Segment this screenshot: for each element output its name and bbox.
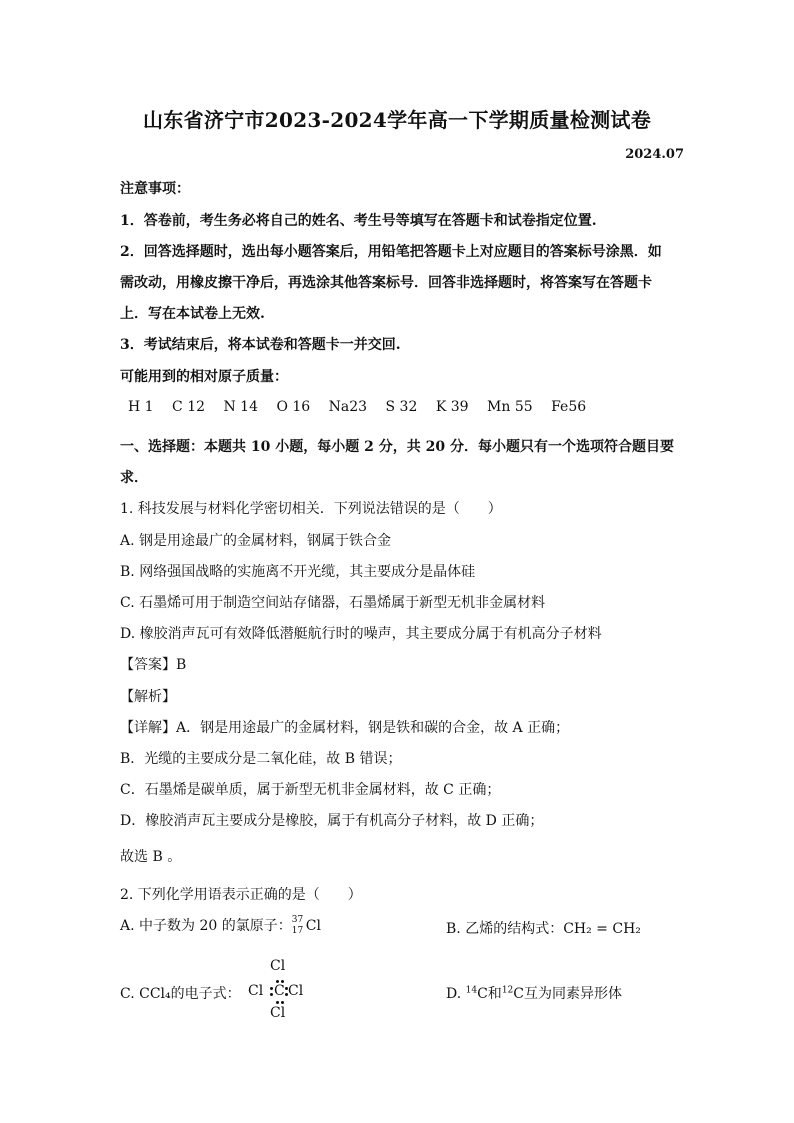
section-heading: 一、选择题：本题共 10 小题，每小题 2 分，共 20 分．每小题只有一个选项符合题目要: [120, 439, 674, 455]
question-1-analysis: 【解析】: [120, 689, 176, 705]
electron-dot: [276, 1001, 279, 1004]
notice-heading: 注意事项：: [120, 181, 190, 197]
notice-item-2-cont: 需改动，用橡皮擦干净后，再选涂其他答案标号．回答非选择题时，将答案写在答题卡: [120, 275, 652, 291]
option-d-c14: C和: [477, 986, 502, 1002]
question-2-option-d: [446, 983, 622, 1003]
isotope-14-mass: 14: [465, 985, 478, 996]
notice-item-1: 1．答卷前，考生务必将自己的姓名、考生号等填写在答题卡和试卷指定位置.: [120, 213, 597, 229]
electron-dot: [285, 993, 288, 996]
electron-dot: [270, 993, 273, 996]
option-b-text: B. 乙烯的结构式：: [446, 921, 564, 937]
question-1-detail-c: C．石墨烯是碳单质，属于新型无机非金属材料，故 C 正确；: [120, 782, 501, 798]
section-heading-cont: 求．: [120, 470, 148, 486]
question-2-option-c: [120, 983, 241, 1003]
isotope-notation: [292, 915, 306, 937]
atomic-mass-heading: 可能用到的相对原子质量：: [120, 369, 288, 385]
atomic-number: 17: [291, 926, 304, 936]
electron-dot: [270, 987, 273, 990]
mass-o: O 16: [276, 399, 311, 415]
mass-na: Na23: [328, 399, 368, 415]
option-a-text: A. 中子数为 20 的氯原子：: [120, 918, 292, 934]
option-d-c12: C互为同素异形体: [513, 986, 622, 1002]
mass-number: 37: [291, 915, 304, 925]
ccl4-formula: CCl₄: [139, 986, 171, 1002]
question-2-option-a: [120, 915, 321, 937]
question-1-option-c: C. 石墨烯可用于制造空间站存储器，石墨烯属于新型无机非金属材料: [120, 595, 546, 611]
exam-date: 2024.07: [625, 147, 684, 162]
mass-k: K 39: [435, 399, 469, 415]
question-1-stem: 1. 科技发展与材料化学密切相关．下列说法错误的是（ ）: [120, 501, 502, 517]
lewis-cl-bottom: Cl: [270, 1005, 286, 1021]
mass-fe: Fe56: [551, 399, 587, 415]
ethylene-formula: CH₂ = CH₂: [563, 921, 641, 937]
lewis-c-center: C: [274, 983, 285, 999]
lewis-cl-top: Cl: [270, 958, 286, 974]
option-c-label: C.: [120, 986, 140, 1002]
page-title: 山东省济宁市2023-2024学年高一下学期质量检测试卷: [142, 108, 652, 132]
notice-item-2: 2．回答选择题时，选出每小题答案后，用铅笔把答题卡上对应题目的答案标号涂黑．如: [120, 244, 662, 260]
isotope-12-mass: 12: [501, 985, 514, 996]
electron-dot: [281, 980, 284, 983]
mass-h: H 1: [128, 399, 154, 415]
question-1-option-d: D. 橡胶消声瓦可有效降低潜艇航行时的噪声，其主要成分属于有机高分子材料: [120, 626, 602, 642]
lewis-cl-left: Cl: [248, 983, 264, 999]
mass-s: S 32: [385, 399, 418, 415]
electron-dot: [281, 1001, 284, 1004]
question-2-option-b: [446, 918, 641, 938]
question-1-option-b: B. 网络强国战略的实施离不开光缆，其主要成分是晶体硅: [120, 564, 476, 580]
question-1-option-a: A. 钢是用途最广的金属材料，钢属于铁合金: [120, 533, 392, 549]
lewis-structure: [248, 958, 308, 1022]
notice-item-2-end: 上．写在本试卷上无效.: [120, 306, 265, 322]
element-symbol: Cl: [305, 918, 321, 934]
question-1-conclusion: 故选 B 。: [120, 849, 182, 865]
question-2-stem: 2. 下列化学用语表示正确的是（ ）: [120, 887, 362, 903]
lewis-cl-right: Cl: [288, 983, 304, 999]
option-d-label: D.: [446, 986, 466, 1002]
electron-dot: [276, 980, 279, 983]
notice-item-3: 3．考试结束后，将本试卷和答题卡一并交回.: [120, 337, 401, 353]
question-1-answer: 【答案】B: [120, 657, 187, 673]
question-1-detail-d: D．橡胶消声瓦主要成分是橡胶，属于有机高分子材料，故 D 正确；: [120, 813, 544, 829]
mass-n: N 14: [223, 399, 258, 415]
option-c-suffix: 的电子式：: [170, 986, 241, 1002]
mass-c: C 12: [172, 399, 206, 415]
electron-dot: [285, 987, 288, 990]
mass-mn: Mn 55: [487, 399, 533, 415]
question-1-detail-a: 【详解】A．钢是用途最广的金属材料，钢是铁和碳的合金，故 A 正确；: [120, 720, 570, 736]
question-1-detail-b: B．光缆的主要成分是二氧化硅，故 B 错误；: [120, 751, 402, 767]
atomic-mass-list: [128, 399, 600, 415]
